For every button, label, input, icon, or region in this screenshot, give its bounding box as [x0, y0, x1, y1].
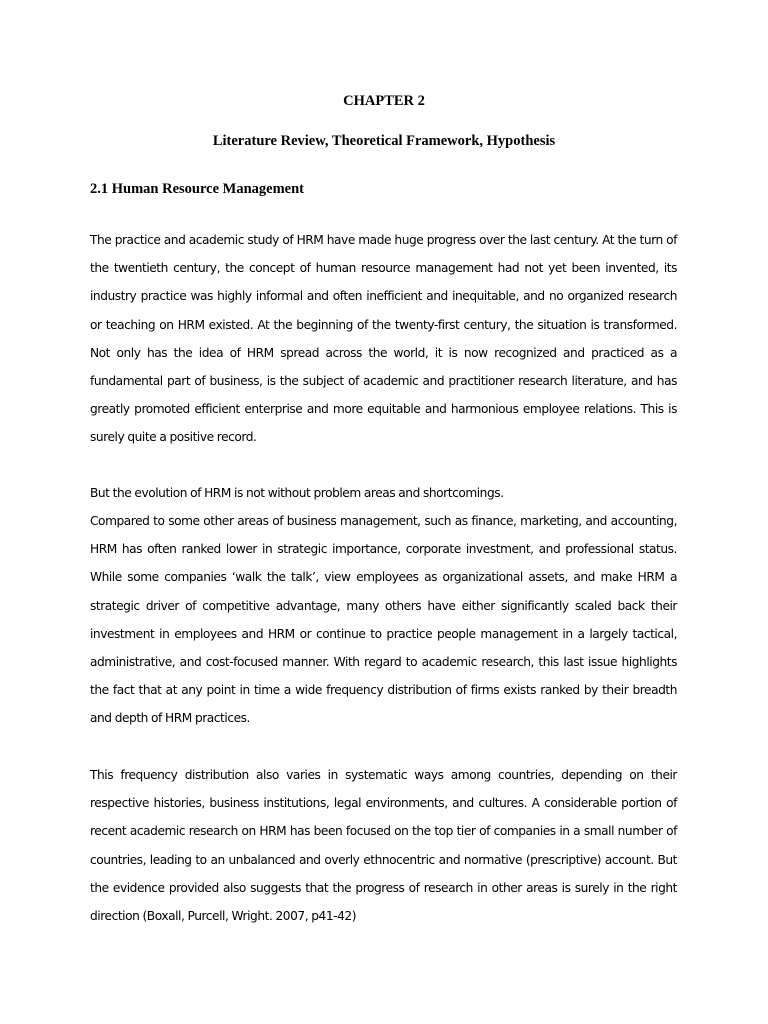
- chapter-title: Literature Review, Theoretical Framework, Hypothesis: [212, 133, 556, 149]
- paragraph-hrm-shortcomings: But the evolution of HRM is not without problem areas and shortcomings.: [90, 486, 504, 500]
- paragraph-frequency-distribution: This frequency distribution also varies in systematic ways among countries, depending on their respective histories, business institutions, legal environments, and cultures. A considerable portion of recent academic research on HRM has been focused on the top tier of companies in a small number of countries, leading to an unbalanced and overly ethnocentric and normative (prescriptive) account. But the evidence provided also suggests that the progress of research in other areas is surely in the right direction (Boxall, Purcell, Wright. 2007, p41-42): [90, 768, 677, 924]
- paragraph-hrm-progress: The practice and academic study of HRM have made huge progress over the last century. At the turn of the twentieth century, the concept of human resource management had not yet been invented, its industry practice was highly informal and often inefficient and inequitable, and no organized research or teaching on HRM existed. At the beginning of the twenty-first century, the situation is transformed. Not only has the idea of HRM spread across the world, it is now recognized and practiced as a fundamental part of business, is the subject of academic and practitioner research literature, and has greatly promoted efficient enterprise and more equitable and harmonious employee relations. This is surely quite a positive record.: [90, 233, 677, 445]
- chapter-label: CHAPTER 2: [343, 93, 425, 109]
- paragraph-hrm-strategic-importance: Compared to some other areas of business management, such as finance, marketing, and accounting, HRM has often ranked lower in strategic importance, corporate investment, and professional status. While some companies ‘walk the talk’, view employees as organizational assets, and make HRM a strategic driver of competitive advantage, many others have either significantly scaled back their investment in employees and HRM or continue to practice people management in a largely tactical, administrative, and cost-focused manner. With regard to academic research, this last issue highlights the fact that at any point in time a wide frequency distribution of firms exists ranked by their breadth and depth of HRM practices.: [90, 514, 677, 726]
- section-heading: 2.1 Human Resource Management: [90, 181, 304, 197]
